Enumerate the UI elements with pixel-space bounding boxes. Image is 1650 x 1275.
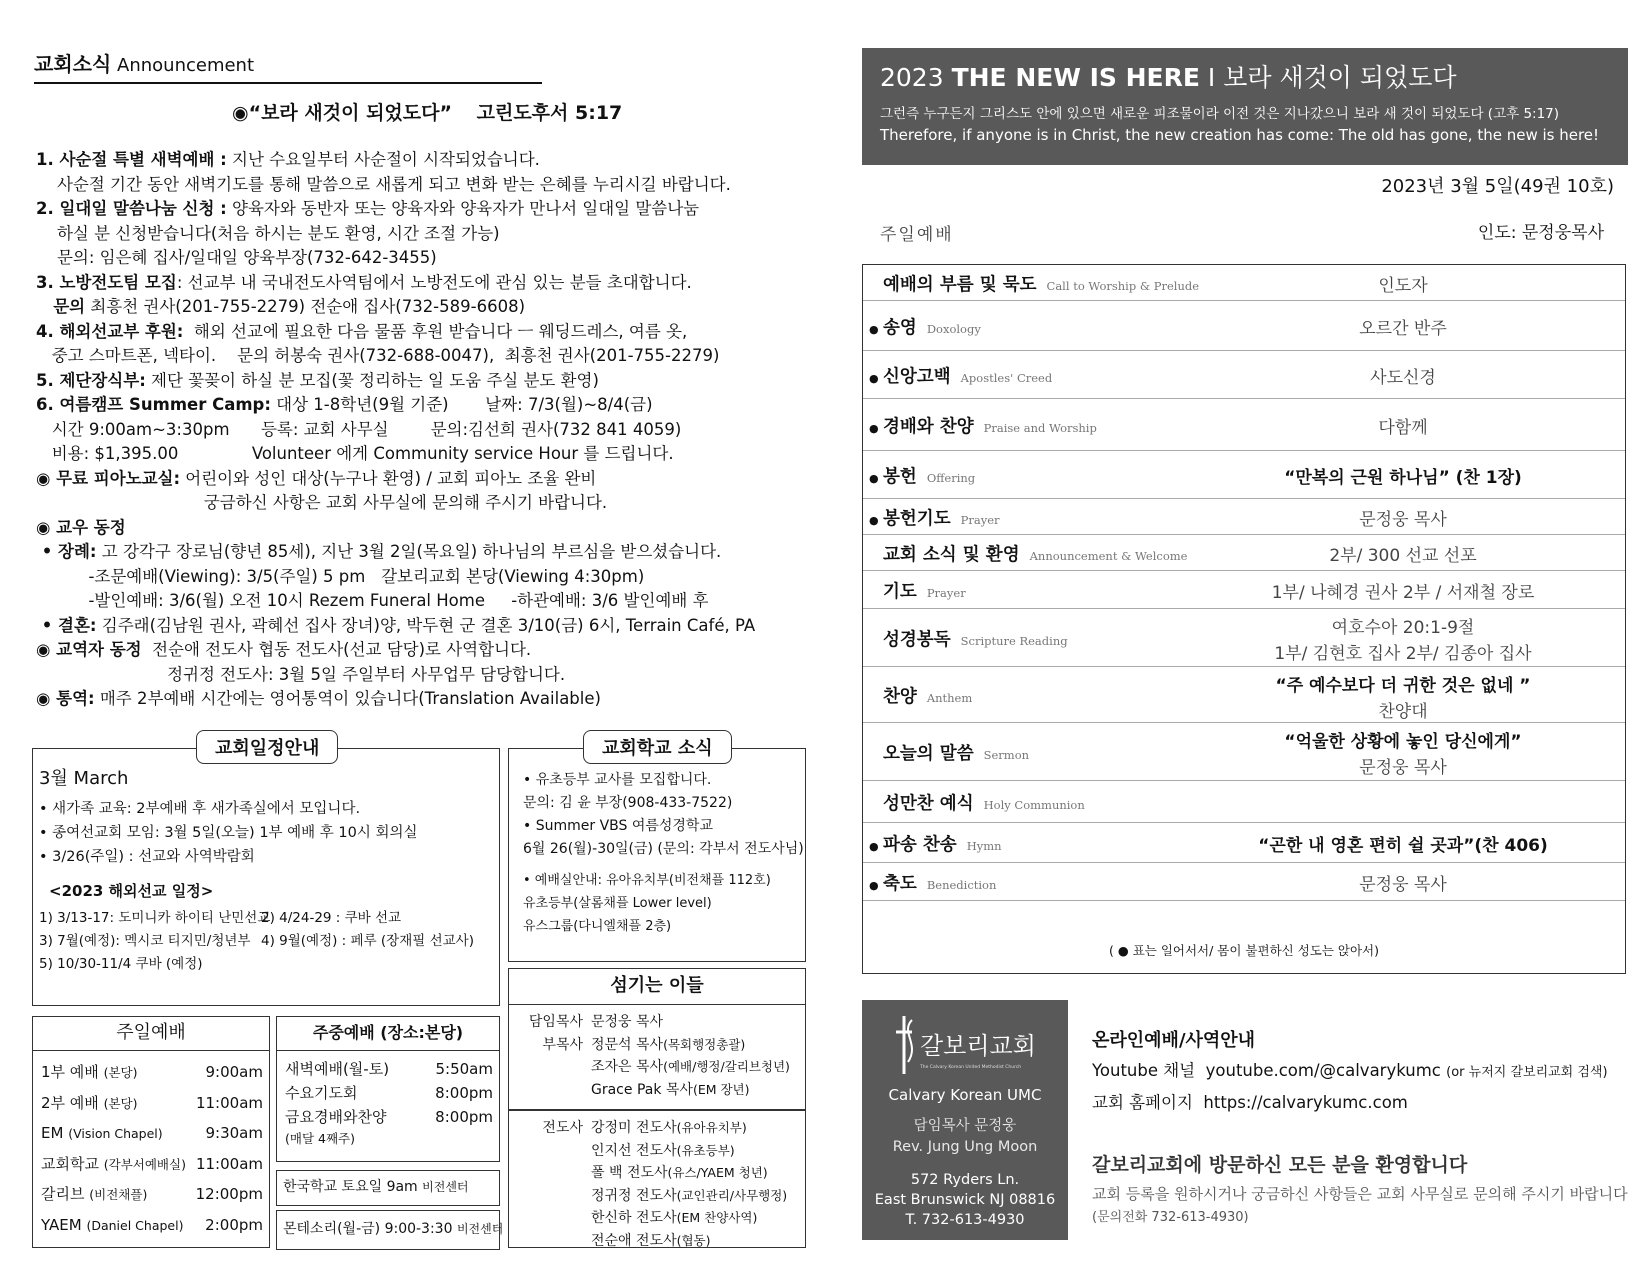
welcome-phone: (문의전화 732-613-4930) (1092, 1210, 1249, 1225)
room-line: • 예배실안내: 유아유치부(비전채플 112호) (523, 873, 771, 888)
staff-row (517, 1207, 787, 1230)
announcement-line-text: 하실 분 신청받습니다(처음 하시는 분도 환영, 시간 조절 가능) (36, 223, 500, 243)
standing-bullet-icon: ● (869, 472, 879, 485)
service-name: 수요기도회 (285, 1084, 358, 1102)
announcement-line-text: 해외 선교에 필요한 다음 물품 후원 받습니다 ㅡ 웨딩드레스, 여름 옷, (183, 321, 688, 341)
sunday-service-row (41, 1088, 263, 1119)
standing-bullet-icon: ● (869, 372, 879, 385)
staff-name: 한신하 전도사 (591, 1210, 677, 1226)
service-name: EM (Vision Chapel) (41, 1124, 163, 1142)
announcement-line (36, 320, 796, 345)
worship-item-en: Praise and Worship (983, 421, 1097, 435)
verse-reference: 고린도후서 5:17 (476, 102, 623, 124)
announcement-title-en: Announcement (117, 55, 255, 76)
sunday-service-row (41, 1149, 263, 1180)
staff-role: 부목사 (542, 1036, 583, 1053)
worship-item-name: ● 축도 Benediction (869, 874, 997, 894)
announcement-line-text: 사순절 기간 동안 새벽기도를 통해 말씀으로 새롭게 되고 변화 받는 은혜를 누리시길 바랍니다. (36, 174, 731, 194)
worship-item-en: Hymn (966, 839, 1002, 853)
weekday-worship-title: 주중예배 (장소:본당) (277, 1017, 499, 1051)
staff-name: 정문석 목사 (591, 1036, 664, 1053)
announcement-header (34, 48, 254, 77)
worship-item-value: 2부/ 300 선교 선포 (1329, 546, 1477, 566)
school-line: 6월 26(월)-30일(금) (문의: 각부서 전도사님) (523, 841, 804, 857)
announcement-line-bold: ◉ 교역자 동정 (36, 640, 142, 659)
homepage-link[interactable]: https://calvarykumc.com (1203, 1093, 1408, 1112)
korean-school-text: 한국학교 토요일 9am (283, 1179, 418, 1195)
weekday-worship-box (276, 1016, 500, 1162)
welcome-text: 교회 등록을 원하시거나 궁금하신 사항들은 교회 사무실로 문의해 주시기 바랍니다 (1092, 1185, 1628, 1203)
sunday-worship-box (32, 1016, 270, 1248)
staff-row (517, 1140, 787, 1163)
sunday-worship-list (41, 1057, 263, 1240)
announcement-line-text: 대상 1-8학년(9월 기준) 날짜: 7/3(월)~8/4(금) (270, 395, 653, 414)
worship-item-value-2: 문정웅 목사 (1359, 758, 1447, 778)
staff-divider (509, 1109, 805, 1111)
weekday-note: (매달 4째주) (285, 1131, 355, 1146)
standing-bullet-icon: ● (869, 879, 879, 892)
announcement-line-text: 중고 스마트폰, 넥타이. 문의 허봉숙 권사(732-688-0047), 최흥천 권사(201-755-2279) (36, 346, 720, 365)
announcement-line (36, 246, 796, 271)
staff-note: (교인관리/사무행정) (676, 1187, 788, 1203)
weekday-service-row (285, 1081, 493, 1105)
worship-order-row (863, 723, 1625, 781)
worship-item-name: 기도 Prayer (883, 582, 966, 602)
announcement-line (36, 271, 796, 296)
weekday-service-row (285, 1057, 493, 1081)
staff-row (517, 1011, 790, 1034)
announcement-list (36, 148, 796, 712)
worship-order-row (863, 863, 1625, 901)
theme-verse (232, 98, 622, 125)
announcement-line (36, 369, 796, 394)
worship-item-name: 예배의 부름 및 묵도 Call to Worship & Prelude (883, 275, 1200, 295)
announcement-line-text: 제단 꽃꽂이 하실 분 모집(꽃 정리하는 일 도움 주실 분도 환영) (145, 370, 599, 390)
announcement-line-text: 매주 2부예배 시간에는 영어통역이 있습니다(Translation Available) (94, 689, 601, 708)
staff-name: 조자은 목사 (591, 1059, 664, 1075)
announcement-line (36, 344, 796, 369)
worship-item-en: Prayer (960, 513, 1000, 527)
staff-note: (목회행정총괄) (663, 1036, 746, 1052)
worship-item-value: 1부/ 나혜경 권사 2부 / 서재철 장로 (1271, 583, 1535, 603)
schedule-item: • 새가족 교육: 2부예배 후 새가족실에서 모입니다. (39, 801, 361, 817)
mission-schedule-title: <2023 해외선교 일정> (49, 882, 214, 900)
worship-item-en: Anthem (926, 691, 973, 705)
service-time: 9:30am (205, 1124, 263, 1142)
worship-item-value: 문정웅 목사 (1359, 510, 1447, 530)
staff-note: (EM 장년) (692, 1081, 750, 1097)
announcement-line-text: 전순애 전도사 협동 전도사(선교 담당)로 사역합니다. (141, 640, 532, 659)
worship-item-value: 다함께 (1378, 418, 1428, 438)
announcement-line-bold: • 장례: (36, 542, 97, 561)
service-name: 갈리브 (비전채플) (41, 1185, 148, 1203)
service-time: 2:00pm (205, 1215, 263, 1234)
service-name: 1부 예배 (본당) (41, 1063, 138, 1081)
worship-order-row (863, 499, 1625, 535)
worship-item-en: Apostles' Creed (960, 371, 1053, 385)
announcement-line (36, 687, 796, 712)
service-time: 5:50am (435, 1060, 493, 1078)
worship-item-name: ● 봉헌 Offering (869, 467, 976, 487)
worship-item-value: “주 예수보다 더 귀한 것은 없네 ” (1275, 676, 1531, 696)
online-info (1092, 1026, 1608, 1118)
church-address: 572 Ryders Ln. East Brunswick NJ 08816 T. 732-613-4930 (874, 1172, 1056, 1228)
worship-item-value: “곤한 내 영혼 편히 쉴 곳과”(찬 406) (1258, 836, 1548, 856)
announcement-line-text: 최흥천 권사(201-755-2279) 전순애 집사(732-589-6608) (85, 297, 526, 316)
service-time: 11:00am (195, 1093, 263, 1112)
montessori-place: 비전센터 (456, 1222, 504, 1236)
staff-row (517, 1034, 790, 1057)
header-rule (34, 82, 542, 84)
standing-bullet-icon: ● (869, 323, 879, 336)
worship-order-row (863, 451, 1625, 499)
announcement-line (36, 295, 796, 320)
issue-date: 2023년 3월 5일(49권 10호) (1381, 176, 1614, 197)
montessori-text: 몬테소리(월-금) 9:00-3:30 (283, 1221, 453, 1237)
worship-leader: 인도: 문정웅목사 (1477, 223, 1604, 243)
svg-text:갈보리교회: 갈보리교회 (920, 1032, 1036, 1060)
worship-item-name: 성만찬 예식 Holy Communion (883, 794, 1085, 814)
worship-order-row (863, 265, 1625, 301)
announcement-line-text: 시간 9:00am~3:30pm 등록: 교회 사무실 문의:김선희 권사(732 841 4059) (36, 419, 682, 439)
staff-box (508, 968, 806, 1248)
announcement-line (36, 491, 796, 516)
welcome-section (1092, 1150, 1628, 1225)
worship-item-value: 여호수아 20:1-9절 (1331, 618, 1475, 638)
worship-item-name: 오늘의 말씀 Sermon (883, 744, 1030, 764)
service-time: 8:00pm (435, 1108, 493, 1126)
service-time: 8:00pm (435, 1084, 493, 1102)
worship-item-name: ● 파송 찬송 Hymn (869, 835, 1002, 855)
announcement-line-text: 문의: 임은혜 집사/일대일 양육부장(732-642-3455) (36, 248, 437, 267)
worship-item-name: ● 봉헌기도 Prayer (869, 509, 1000, 529)
announcement-line-text: -조문예배(Viewing): 3/5(주일) 5 pm 갈보리교회 본당(Viewing 4:30pm) (36, 566, 645, 586)
announcement-line-text: 비용: $1,395.00 Volunteer 에게 Community service Hour 를 드립니다. (36, 444, 674, 463)
announcement-line-text: -발인예배: 3/6(월) 오전 10시 Rezem Funeral Home -하관예배: 3/6 발인예배 후 (36, 591, 709, 610)
service-time: 11:00am (195, 1154, 263, 1173)
service-time: 9:00am (205, 1063, 263, 1081)
announcement-line (36, 197, 796, 222)
staff-row (517, 1079, 790, 1102)
worship-item-en: Sermon (983, 748, 1030, 762)
announcement-line (36, 614, 796, 639)
room-line: 유초등부(살롬채플 Lower level) (523, 896, 712, 911)
announcement-line-bold: ◉ 교우 동정 (36, 517, 126, 537)
announcement-line (36, 173, 796, 198)
staff-note: (유스/YAEM 청년) (667, 1165, 768, 1180)
weekday-worship-list (285, 1057, 493, 1147)
staff-name: Grace Pak 목사 (591, 1081, 693, 1098)
announcement-line-text: 양육자와 동반자 또는 양육자와 양육자가 만나서 일대일 말씀나눔 (226, 199, 700, 218)
worship-order-row (863, 535, 1625, 571)
service-name: 교회학교 (각부서예배실) (41, 1154, 186, 1173)
senior-pastor: 담임목사 문정웅 Rev. Jung Ung Moon (892, 1118, 1038, 1155)
school-line: 문의: 김 윤 부장(908-433-7522) (523, 795, 733, 811)
youtube-line: Youtube 채널 youtube.com/@calvarykumc (or 뉴저지 갈보리교회 검색) (1092, 1061, 1608, 1080)
school-line: • Summer VBS 여름성경학교 (523, 818, 713, 834)
worship-order-row (863, 667, 1625, 723)
announcement-line (36, 589, 796, 614)
church-logo-icon (890, 1010, 1040, 1080)
staff-title: 섬기는 이들 (509, 969, 805, 1005)
staff-note: (협동) (676, 1232, 711, 1248)
sunday-service-row (41, 1210, 263, 1241)
worship-item-en: Announcement & Welcome (1029, 549, 1188, 563)
worship-item-name: ● 신앙고백 Apostles' Creed (869, 367, 1053, 387)
worship-order-row (863, 399, 1625, 451)
worship-item-value: 사도신경 (1370, 368, 1436, 388)
worship-item-value: “만복의 근원 하나님” (찬 1장) (1284, 468, 1522, 488)
schedule-month: 3월 March (39, 768, 129, 789)
worship-order-row (863, 301, 1625, 351)
worship-order-row (863, 781, 1625, 823)
announcement-line (36, 565, 796, 590)
staff-name: 문정웅 목사 (591, 1014, 664, 1030)
weekday-service-row (285, 1105, 493, 1129)
homepage-line: 교회 홈페이지 https://calvarykumc.com (1092, 1093, 1408, 1112)
worship-item-en: Offering (926, 471, 976, 485)
announcement-line (36, 222, 796, 247)
youtube-link[interactable]: youtube.com/@calvarykumc (1205, 1061, 1441, 1080)
banner-title: 2023 THE NEW IS HERE I 보라 새것이 되었도다 (880, 63, 1457, 92)
standing-bullet-icon: ● (869, 840, 879, 853)
church-schedule-box (32, 748, 500, 1006)
announcement-line (36, 418, 796, 443)
staff-name: 인지선 전도사 (591, 1142, 677, 1159)
worship-item-en: Benediction (926, 878, 997, 892)
svg-text:The Calvary Korean United Meth: The Calvary Korean United Methodist Church (920, 1065, 1022, 1070)
worship-item-value: 인도자 (1378, 276, 1428, 296)
announcement-line-text: 김주래(김남원 권사, 곽혜선 집사 장녀)양, 박두현 군 결혼 3/10(금) 6시, Terrain Café, PA (96, 615, 756, 635)
worship-item-value: 오르간 반주 (1359, 319, 1447, 339)
worship-label: 주일예배 (880, 225, 954, 245)
church-name-en: Calvary Korean UMC (888, 1086, 1042, 1104)
order-of-worship (862, 264, 1626, 974)
schedule-title: 교회일정안내 (196, 730, 338, 764)
worship-item-name: 찬양 Anthem (883, 687, 973, 707)
worship-item-value: 문정웅 목사 (1359, 875, 1447, 895)
room-line: 유스그룹(다니엘채플 2층) (523, 919, 672, 934)
mission-row: 3) 7월(예정): 멕시코 티지민/청년부 4) 9월(예정) : 페루 (장재필 선교사) (39, 933, 474, 949)
mission-row: 1) 3/13-17: 도미니카 하이티 난민선교2) 4/24-29 : 쿠바 선교 (39, 910, 402, 926)
school-title: 교회학교 소식 (583, 730, 732, 764)
announcement-line-text: 고 강각구 장로님(향년 85세), 지난 3월 2일(목요일) 하나님의 부르심을 받으셨습니다. (96, 542, 722, 561)
worship-item-en: Prayer (926, 586, 966, 600)
announcement-line-text: 궁금하신 사항은 교회 사무실에 문의해 주시기 바랍니다. (36, 493, 608, 512)
staff-name: 전순애 전도사 (591, 1232, 677, 1249)
worship-item-name: 성경봉독 Scripture Reading (883, 630, 1068, 650)
sunday-service-row (41, 1118, 263, 1149)
announcement-line-bold: ◉ 무료 피아노교실: (36, 468, 181, 488)
announcement-line-bold: 6. 여름캠프 Summer Camp: (36, 395, 271, 414)
sunday-service-row (41, 1057, 263, 1088)
worship-order-row (863, 823, 1625, 863)
announcement-line-bold: ◉ 통역: (36, 689, 95, 708)
staff-note: (예배/행정/갈리브청년) (663, 1059, 790, 1074)
korean-school-box (276, 1170, 500, 1206)
announcement-line-bold: 2. 일대일 말씀나눔 신청 : (36, 199, 227, 218)
schedule-item: • 종여선교회 모임: 3월 5일(오늘) 1부 예배 후 10시 회의실 (39, 825, 418, 841)
service-name: YAEM (Daniel Chapel) (41, 1215, 184, 1234)
staff-row (517, 1162, 787, 1185)
announcement-line-bold: • 결혼: (36, 615, 97, 635)
announcement-line (36, 540, 796, 565)
announcement-line (36, 148, 796, 173)
welcome-title: 갈보리교회에 방문하신 모든 분을 환영합니다 (1092, 1154, 1468, 1176)
announcement-line (36, 442, 796, 467)
worship-item-name: 교회 소식 및 환영 Announcement & Welcome (883, 545, 1188, 565)
sunday-service-row (41, 1179, 263, 1210)
staff-role: 전도사 (542, 1120, 583, 1136)
announcement-line (36, 663, 796, 688)
worship-item-value-2: 찬양대 (1378, 702, 1428, 722)
standing-note: ( ● 표는 일어서서/ 몸이 불편하신 성도는 앉아서) (1108, 943, 1380, 958)
staff-note: (유아유치부) (676, 1120, 747, 1135)
announcement-line-bold: 문의 (36, 297, 86, 316)
korean-school-place: 비전센터 (422, 1180, 469, 1194)
announcement-title-ko: 교회소식 (34, 52, 112, 76)
worship-item-value: “억울한 상황에 놓인 당신에게” (1284, 732, 1522, 752)
service-name: 금요경배와찬양 (285, 1108, 387, 1126)
worship-item-en: Call to Worship & Prelude (1046, 279, 1200, 293)
staff-note: (EM 찬양사역) (676, 1210, 758, 1225)
announcement-line-text: 정귀정 전도사: 3월 5일 주일부터 사무업무 담당합니다. (36, 664, 566, 684)
banner-verse-en: Therefore, if anyone is in Christ, the new creation has come: The old has gone, the new is here! (880, 126, 1600, 144)
staff-note: (유초등부) (676, 1142, 735, 1158)
church-info-box (862, 1000, 1068, 1240)
staff-group-evangelists (517, 1117, 787, 1252)
staff-row (517, 1185, 787, 1208)
worship-item-en: Doxology (926, 322, 981, 336)
staff-name: 강정미 전도사 (591, 1120, 677, 1136)
standing-bullet-icon: ● (869, 422, 879, 435)
staff-row (517, 1230, 787, 1253)
worship-item-name: ● 경배와 찬양 Praise and Worship (869, 417, 1097, 437)
standing-bullet-icon: ● (869, 514, 879, 527)
service-name: 새벽예배(월-토) (285, 1060, 390, 1078)
montessori-box (276, 1210, 504, 1250)
staff-name: 정귀정 전도사 (591, 1187, 677, 1204)
verse-quote: ◉“보라 새것이 되었도다” (232, 102, 452, 124)
service-name: 2부 예배 (본당) (41, 1093, 138, 1112)
schedule-item: • 3/26(주일) : 선교와 사역박람회 (39, 849, 255, 865)
announcement-line-text: 어린이와 성인 대상(누구나 환영) / 교회 피아노 조율 완비 (180, 468, 597, 488)
announcement-line-bold: 5. 제단장식부: (36, 370, 146, 390)
banner-verse-ko: 그런즉 누구든지 그리스도 안에 있으면 새로운 피조물이라 이전 것은 지나갔으니 보라 새 것이 되었도다 (고후 5:17) (880, 106, 1560, 122)
theme-banner (862, 48, 1628, 165)
announcement-line-bold: 4. 해외선교부 후원: (36, 321, 184, 341)
announcement-line-text: 지난 수요일부터 사순절이 시작되었습니다. (226, 150, 540, 169)
online-title: 온라인예배/사역안내 (1092, 1030, 1256, 1051)
sunday-worship-title: 주일예배 (33, 1017, 269, 1051)
worship-order-row (863, 609, 1625, 667)
announcement-line (36, 638, 796, 663)
worship-item-en: Holy Communion (983, 798, 1085, 812)
announcement-line (36, 467, 796, 492)
staff-row (517, 1056, 790, 1079)
announcement-line (36, 516, 796, 541)
worship-order-row (863, 351, 1625, 399)
announcement-line-text: : 선교부 내 국내전도사역팀에서 노방전도에 관심 있는 분들 초대합니다. (176, 272, 692, 292)
staff-name: 폴 백 전도사 (591, 1165, 668, 1181)
church-school-box (508, 748, 806, 962)
worship-item-name: ● 송영 Doxology (869, 318, 981, 338)
staff-group-pastors (517, 1011, 790, 1101)
announcement-line-bold: 3. 노방전도팀 모집 (36, 272, 177, 292)
mission-row: 5) 10/30-11/4 쿠바 (예정) (39, 956, 203, 972)
service-time: 12:00pm (195, 1185, 263, 1203)
staff-role: 담임목사 (528, 1014, 583, 1030)
staff-row (517, 1117, 787, 1140)
announcement-line (36, 393, 796, 418)
worship-item-en: Scripture Reading (960, 634, 1068, 648)
worship-item-value-2: 1부/ 김현호 집사 2부/ 김종아 집사 (1274, 644, 1532, 664)
announcement-line-bold: 1. 사순절 특별 새벽예배 : (36, 150, 227, 169)
worship-order-row (863, 571, 1625, 609)
school-line: • 유초등부 교사를 모집합니다. (523, 772, 712, 788)
